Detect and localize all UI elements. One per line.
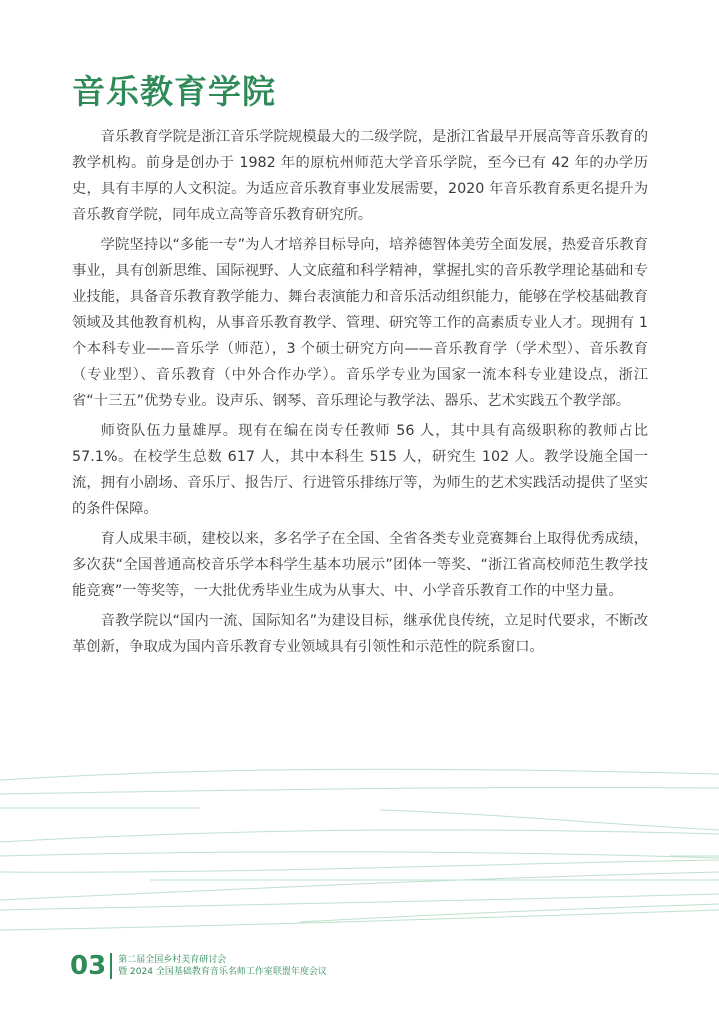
decor-line: [300, 904, 719, 922]
footer-line-1: 第二届全国乡村美育研讨会: [118, 955, 227, 965]
decor-line: [0, 910, 719, 930]
decor-line: [0, 872, 719, 900]
footer-event-title: [118, 954, 327, 978]
paragraph-training: 学院坚持以“多能一专”为人才培养目标导向，培养德智体美劳全面发展，热爱音乐教育事业，具有创新思维、国际视野、人文底蕴和科学精神，掌握扎实的音乐教学理论基础和专业技能，具备音乐教育教学能力、舞台表演能力和音乐活动组织能力，能够在学校基础教育领域及其他教育机构，从事音乐教育教学、管理、研究等工作的高素质专业人才。现拥有 1 个本科专业——音乐学（师范），3 个硕士研究方向——音乐教育学（学术型）、音乐教育（专业型）、音乐教育（中外合作办学）。音乐学专业为国家一流本科专业建设点，浙江省“十三五”优势专业。设声乐、钢琴、音乐理论与教学法、器乐、艺术实践五个教学部。: [72, 237, 648, 409]
footer-divider: [110, 953, 112, 979]
decor-line: [380, 810, 719, 830]
decor-line: [0, 769, 719, 780]
paragraph-achievements: 育人成果丰硕，建校以来，多名学子在全国、全省各类专业竞赛舞台上取得优秀成绩，多次获“全国普通高校音乐学本科学生基本功展示”团体一等奖、“浙江省高校师范生教学技能竞赛”一等奖等，一大批优秀毕业生成为从事大、中、小学音乐教育工作的中坚力量。: [72, 531, 648, 599]
footer-line-2: 暨 2024 全国基础教育音乐名师工作室联盟年度会议: [118, 967, 327, 977]
decor-line: [0, 787, 719, 794]
paragraph-goals: 音教学院以“国内一流、国际知名”为建设目标，继承优良传统，立足时代要求，不断改革创新，争取成为国内音乐教育专业领域具有引领性和示范性的院系窗口。: [72, 613, 648, 655]
decor-line: [0, 852, 719, 858]
decor-line: [0, 830, 719, 842]
page-number: 03: [70, 951, 107, 981]
decorative-staff-lines: [0, 760, 719, 950]
page-title: 音乐教育学院: [72, 72, 276, 111]
paragraph-intro: 音乐教育学院是浙江音乐学院规模最大的二级学院，是浙江省最早开展高等音乐教育的教学机构。前身是创办于 1982 年的原杭州师范大学音乐学院，至今已有 42 年的办学历史，具有丰厚的人文积淀。为适应音乐教育事业发展需要，2020 年音乐教育系更名提升为音乐教育学院，同年成立高等音乐教育研究所。: [72, 129, 648, 223]
page-footer: [70, 950, 327, 982]
decor-line: [0, 860, 719, 872]
article-body: [72, 124, 648, 664]
paragraph-faculty: 师资队伍力量雄厚。现有在编在岗专任教师 56 人，其中具有高级职称的教师占比 57.1%。在校学生总数 617 人，其中本科生 515 人，研究生 102 人。教学设施全国一流，拥有小剧场、音乐厅、报告厅、行进管乐排练厅等，为师生的艺术实践活动提供了坚实的条件保障。: [72, 423, 648, 517]
